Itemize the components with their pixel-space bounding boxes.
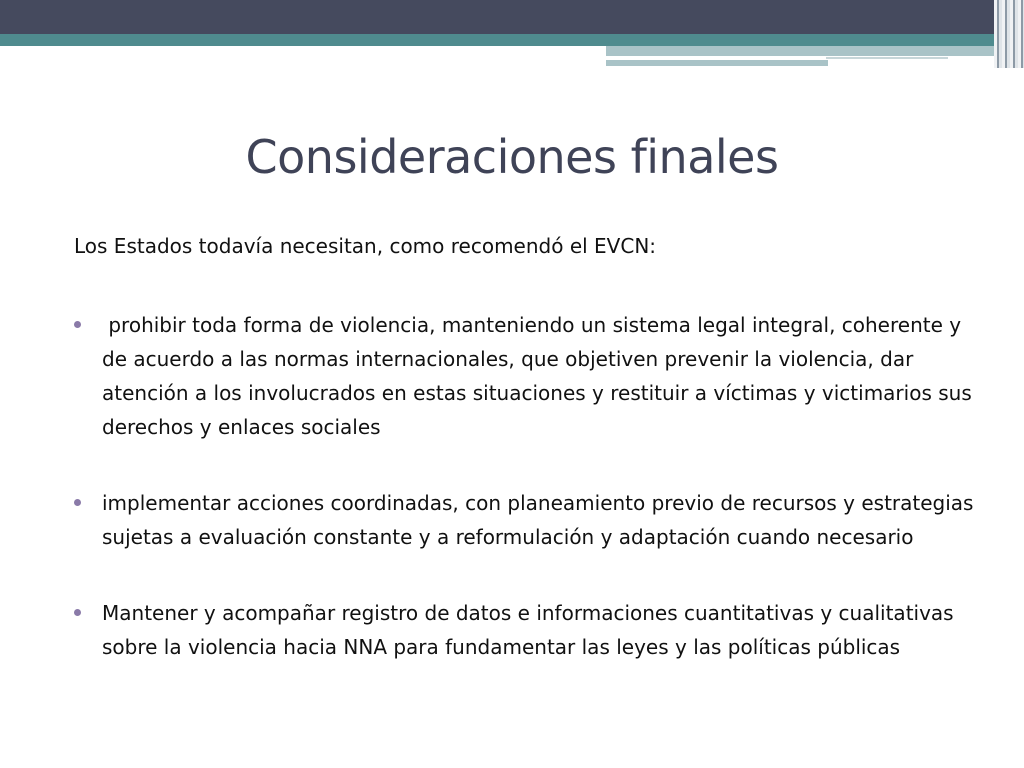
bullet-item: [74, 486, 974, 554]
bullet-list: [74, 308, 979, 706]
header-light-bar-small: [606, 60, 828, 66]
slide-title: Consideraciones finales: [245, 130, 779, 184]
bullet-text: Mantener y acompañar registro de datos e informaciones cuantitativas y cualitativas sobre la violencia hacia NNA para fundamentar las leyes y las políticas públicas: [102, 601, 954, 659]
header-teal-bar: [0, 34, 1024, 46]
header-vertical-stripes: [994, 0, 1024, 68]
header-light-bar: [606, 46, 1024, 56]
header-dark-bar: [0, 0, 1024, 34]
bullet-dot-icon: [74, 609, 81, 616]
bullet-text: implementar acciones coordinadas, con planeamiento previo de recursos y estrategias sujetas a evaluación constante y a reformulación y adaptación cuando necesario: [102, 491, 974, 549]
bullet-dot-icon: [74, 499, 81, 506]
bullet-item: [74, 308, 979, 444]
bullet-text: prohibir toda forma de violencia, manteniendo un sistema legal integral, coherente y de acuerdo a las normas internacionales, que objetiven prevenir la violencia, dar atención a los involucrados en estas situaciones y restituir a víctimas y victimarios sus derechos y enlaces sociales: [102, 313, 979, 439]
bullet-dot-icon: [74, 321, 81, 328]
intro-text: Los Estados todavía necesitan, como recomendó el EVCN:: [74, 234, 657, 258]
bullet-item: [74, 596, 974, 664]
header-thin-line: [826, 57, 948, 59]
